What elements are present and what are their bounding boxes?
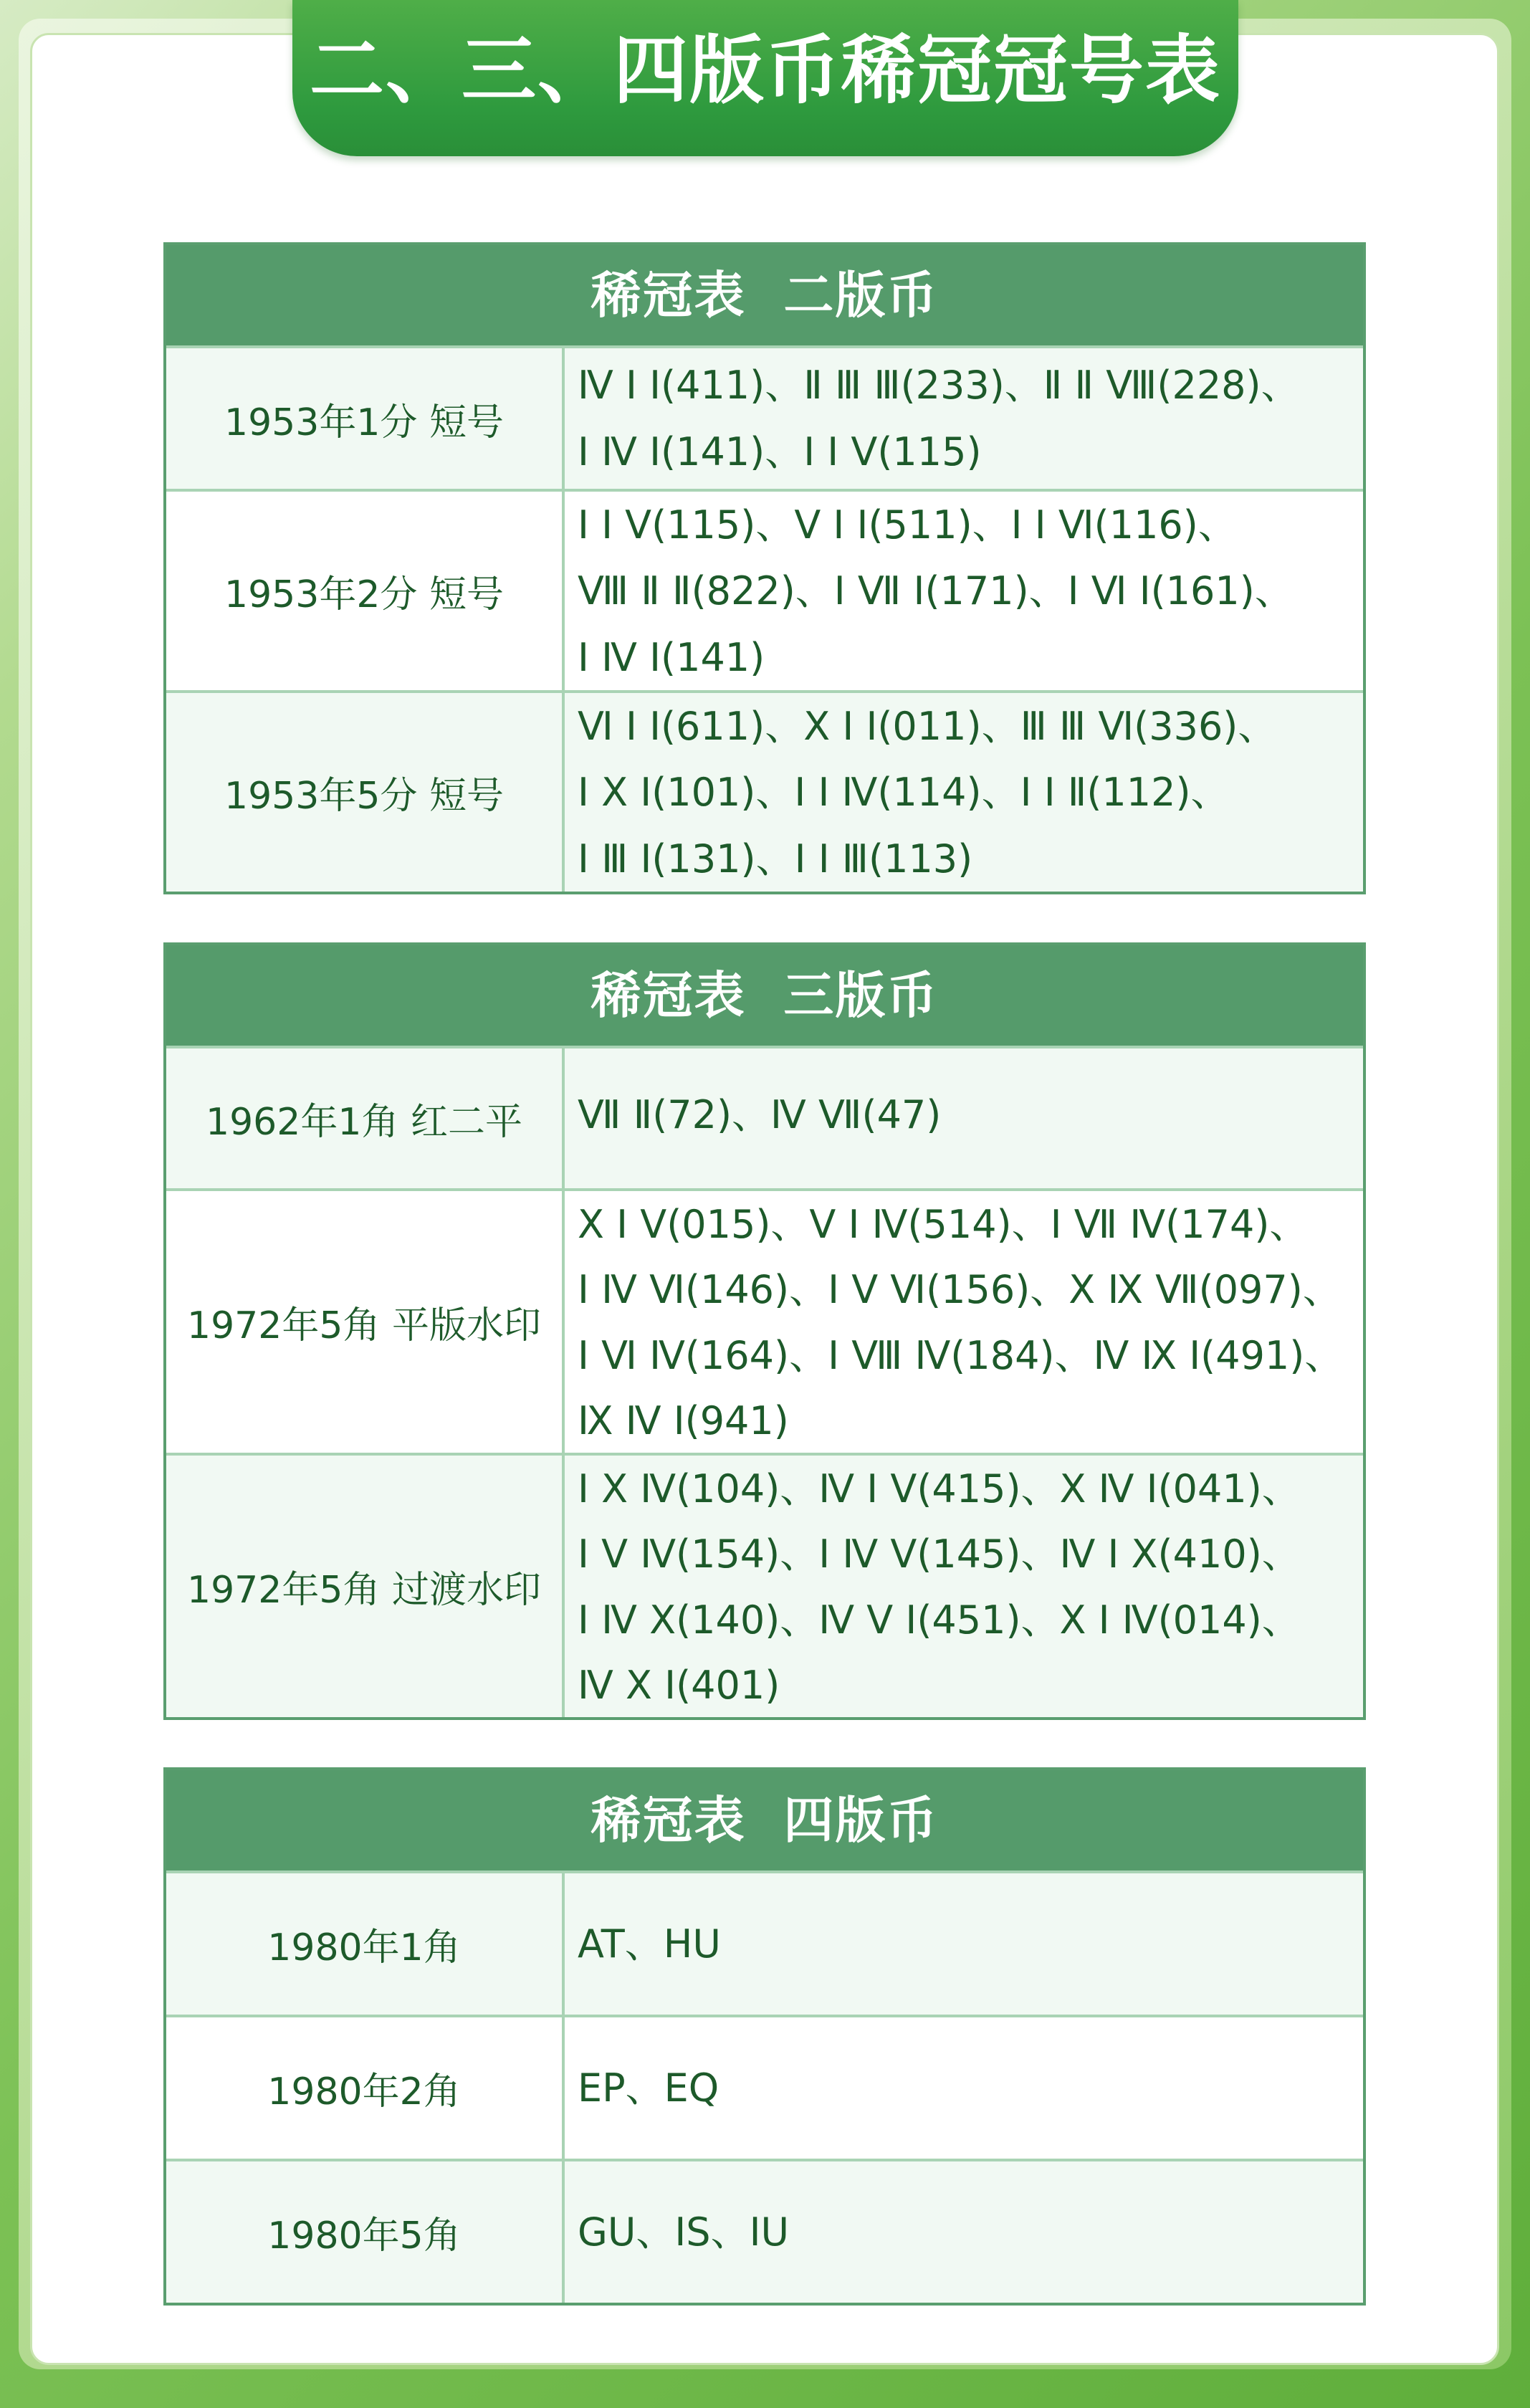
prefix-line: Ⅰ Ⅳ Ⅰ(141)、Ⅰ Ⅰ Ⅴ(115) (578, 429, 982, 474)
prefix-list (565, 348, 1363, 489)
table-row (166, 1870, 1363, 2015)
issue-label: 1953年5分 短号 (166, 693, 565, 892)
issue-label: 1953年2分 短号 (166, 492, 565, 690)
prefix-line: EP、EQ (578, 2065, 719, 2111)
prefix-line: Ⅰ Ⅹ Ⅳ(104)、Ⅳ Ⅰ Ⅴ(415)、Ⅹ Ⅳ Ⅰ(041)、 (578, 1466, 1301, 1511)
prefix-line: GU、IS、IU (578, 2209, 790, 2255)
title-banner (292, 0, 1238, 156)
table-header: 稀冠表 二版币 (166, 245, 1363, 345)
issue-label: 1980年1角 (166, 1873, 565, 2015)
prefix-list (565, 1191, 1363, 1453)
table-row (166, 1453, 1363, 1717)
issue-label: 1980年5角 (166, 2161, 565, 2303)
prefix-line: Ⅳ Ⅰ Ⅰ(411)、Ⅱ Ⅲ Ⅲ(233)、Ⅱ Ⅱ Ⅷ(228)、 (578, 363, 1300, 408)
prefix-line: Ⅷ Ⅱ Ⅱ(822)、Ⅰ Ⅶ Ⅰ(171)、Ⅰ Ⅵ Ⅰ(161)、 (578, 568, 1294, 614)
issue-label: 1972年5角 平版水印 (166, 1191, 565, 1453)
page-title: 二、三、四版币稀冠冠号表 (309, 27, 1221, 114)
table-row (166, 1188, 1363, 1453)
prefix-list (565, 2017, 1363, 2159)
prefix-line: Ⅰ Ⅲ Ⅰ(131)、Ⅰ Ⅰ Ⅲ(113) (578, 836, 973, 882)
prefix-line: Ⅰ Ⅹ Ⅰ(101)、Ⅰ Ⅰ Ⅳ(114)、Ⅰ Ⅰ Ⅱ(112)、 (578, 770, 1230, 816)
prefix-list (565, 1456, 1363, 1717)
prefix-list (565, 2161, 1363, 2303)
table-row (166, 690, 1363, 892)
table-row (166, 489, 1363, 690)
rare-prefix-table-third-series (163, 942, 1366, 1720)
prefix-line: Ⅰ Ⅰ Ⅴ(115)、Ⅴ Ⅰ Ⅰ(511)、Ⅰ Ⅰ Ⅵ(116)、 (578, 502, 1237, 548)
prefix-line: Ⅰ Ⅵ Ⅳ(164)、Ⅰ Ⅷ Ⅳ(184)、Ⅳ Ⅸ Ⅰ(491)、 (578, 1332, 1344, 1378)
table-row (166, 345, 1363, 489)
table-row (166, 2159, 1363, 2303)
prefix-list (565, 1048, 1363, 1188)
prefix-line: Ⅹ Ⅰ Ⅴ(015)、Ⅴ Ⅰ Ⅳ(514)、Ⅰ Ⅶ Ⅳ(174)、 (578, 1202, 1309, 1247)
prefix-list (565, 693, 1363, 892)
prefix-line: Ⅸ Ⅳ Ⅰ(941) (578, 1398, 789, 1443)
table-header: 稀冠表 四版币 (166, 1770, 1363, 1870)
issue-label: 1972年5角 过渡水印 (166, 1456, 565, 1717)
prefix-line: Ⅳ Ⅹ Ⅰ(401) (578, 1662, 780, 1708)
table-row (166, 1046, 1363, 1188)
prefix-line: AT、HU (578, 1921, 721, 1967)
prefix-list (565, 492, 1363, 690)
prefix-list (565, 1873, 1363, 2015)
prefix-line: Ⅰ Ⅳ Ⅵ(146)、Ⅰ Ⅴ Ⅵ(156)、Ⅹ Ⅸ Ⅶ(097)、 (578, 1267, 1342, 1313)
prefix-line: Ⅶ Ⅱ(72)、Ⅳ Ⅶ(47) (578, 1092, 942, 1137)
prefix-line: Ⅰ Ⅳ Ⅹ(140)、Ⅳ Ⅴ Ⅰ(451)、Ⅹ Ⅰ Ⅳ(014)、 (578, 1597, 1301, 1643)
table-row (166, 2015, 1363, 2159)
issue-label: 1980年2角 (166, 2017, 565, 2159)
rare-prefix-table-fourth-series (163, 1767, 1366, 2306)
prefix-line: Ⅰ Ⅳ Ⅰ(141) (578, 634, 765, 680)
rare-prefix-table-second-series (163, 242, 1366, 894)
prefix-line: Ⅰ Ⅴ Ⅳ(154)、Ⅰ Ⅳ Ⅴ(145)、Ⅳ Ⅰ Ⅹ(410)、 (578, 1532, 1301, 1577)
prefix-line: Ⅵ Ⅰ Ⅰ(611)、Ⅹ Ⅰ Ⅰ(011)、Ⅲ Ⅲ Ⅵ(336)、 (578, 704, 1277, 749)
issue-label: 1953年1分 短号 (166, 348, 565, 489)
issue-label: 1962年1角 红二平 (166, 1048, 565, 1188)
table-header: 稀冠表 三版币 (166, 945, 1363, 1046)
